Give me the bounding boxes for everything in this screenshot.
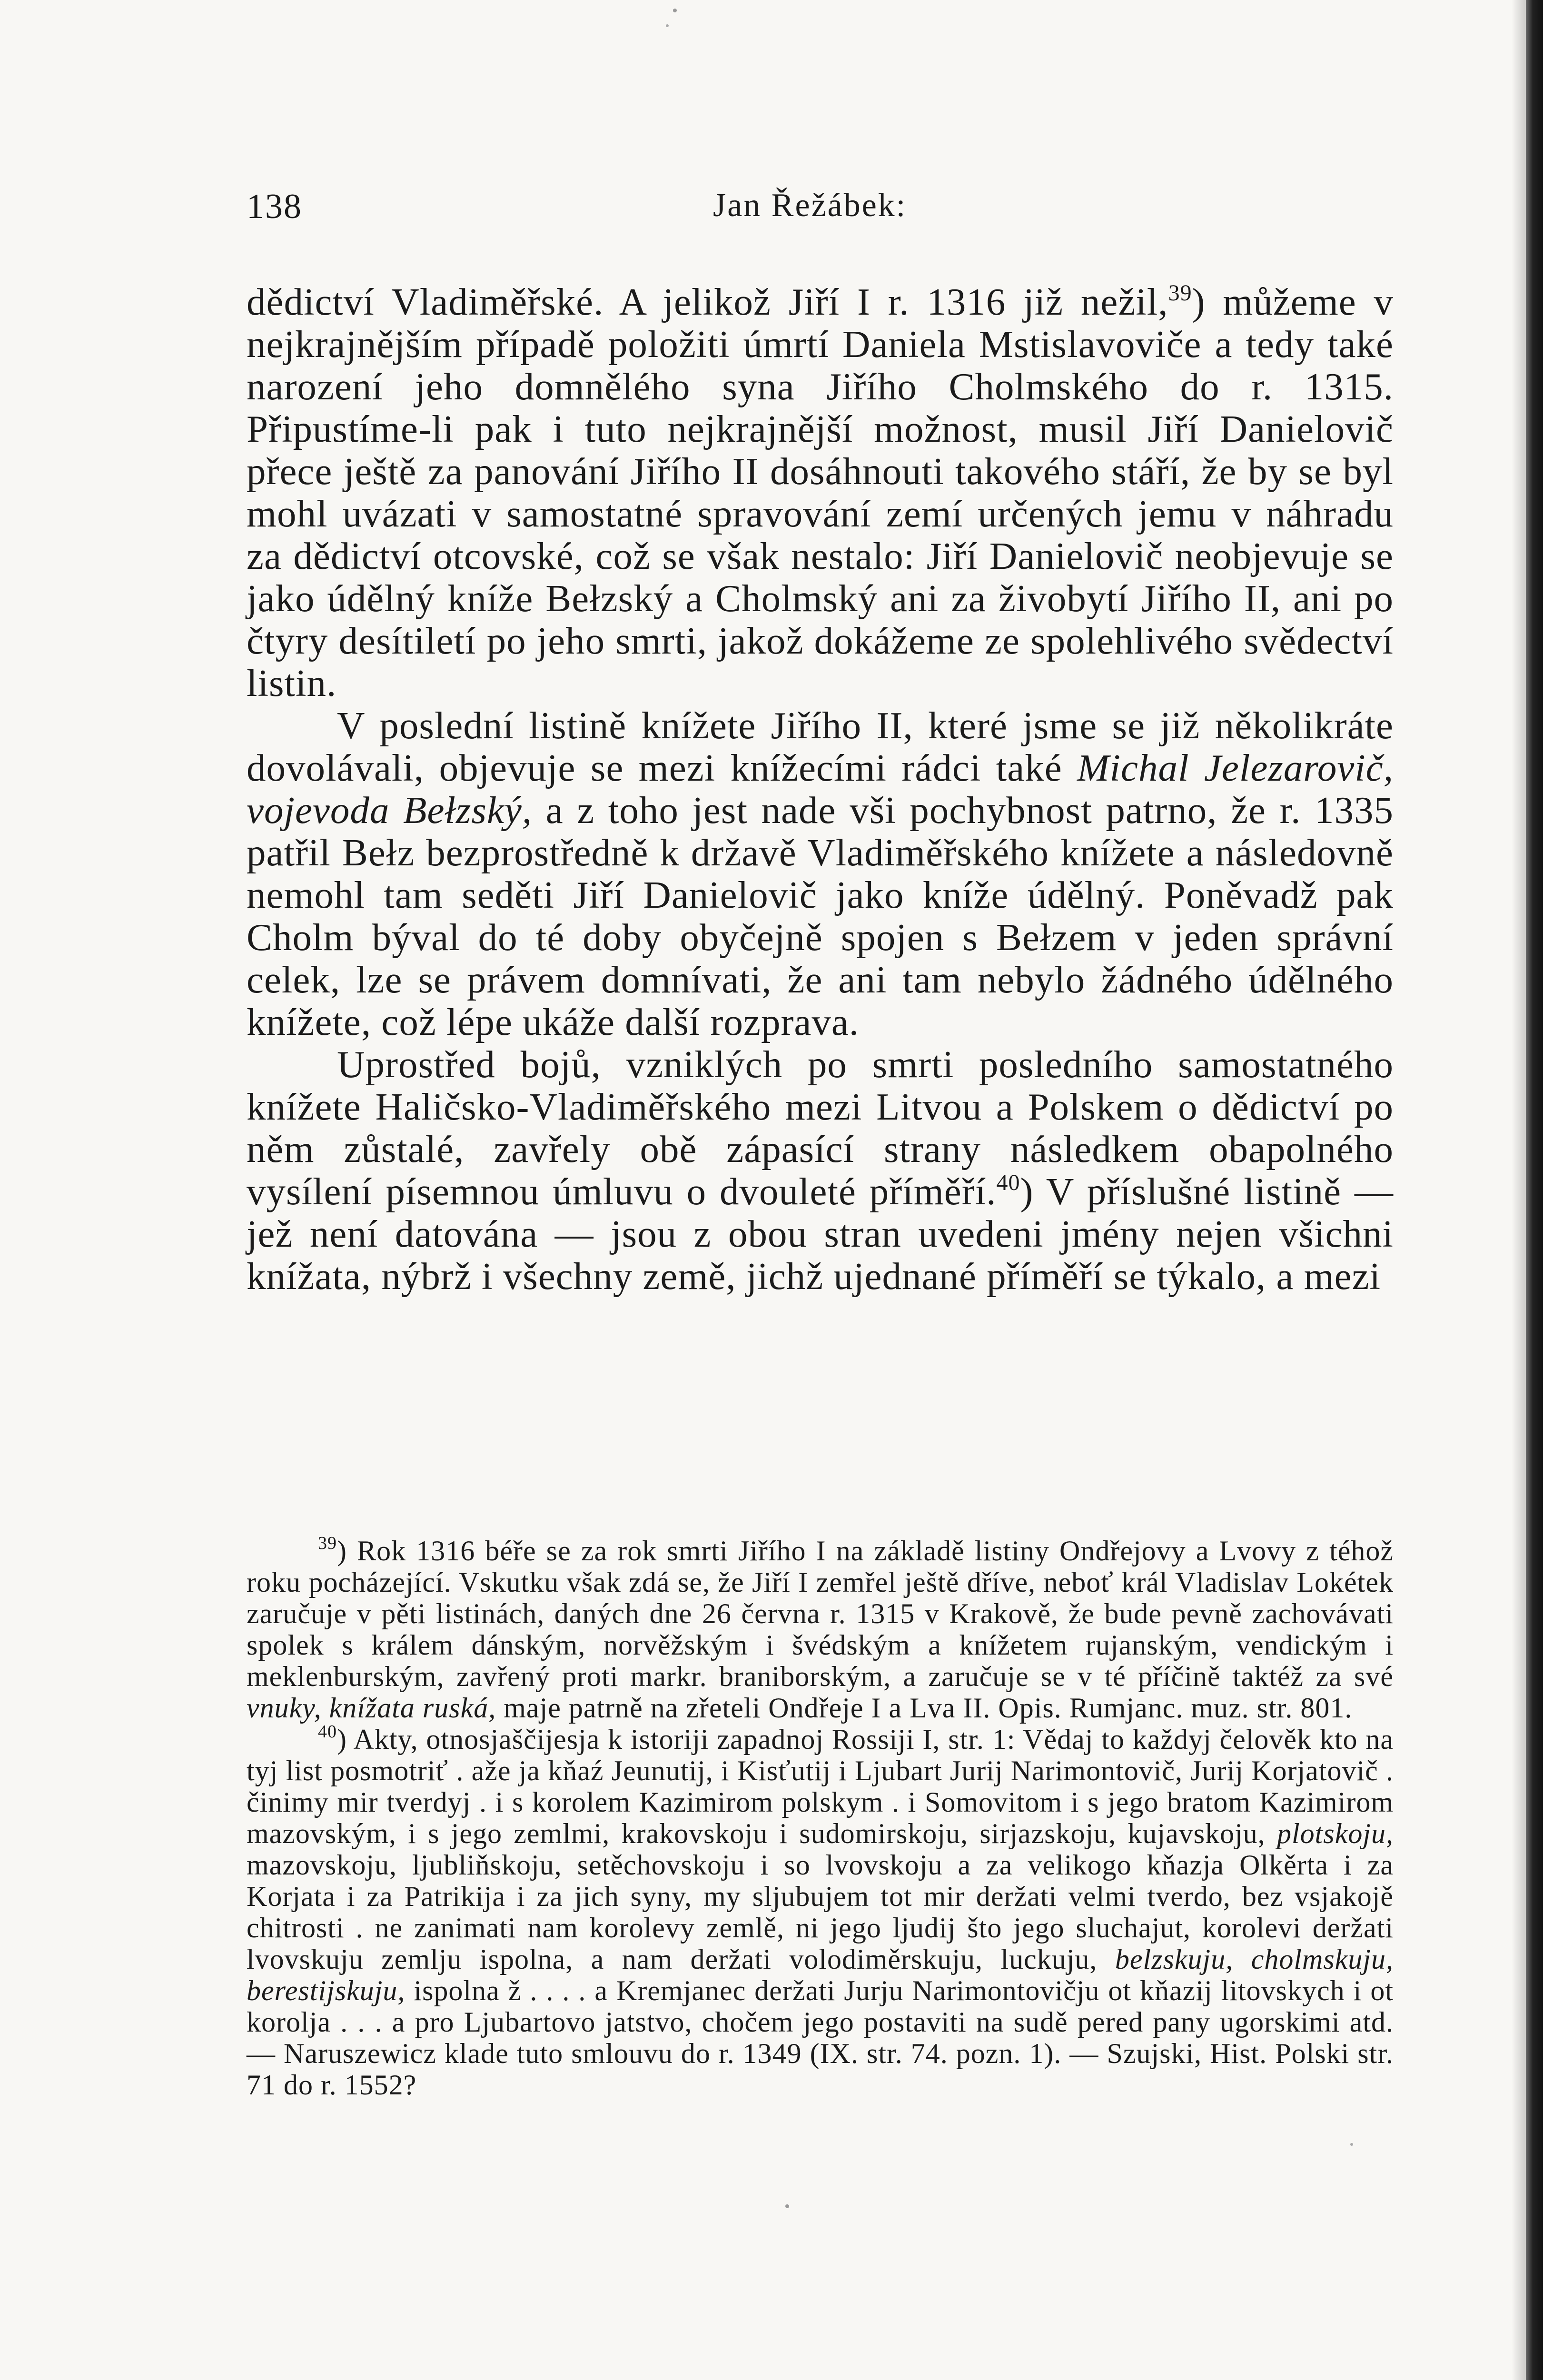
- paragraph-2: [247, 704, 1394, 1043]
- footnote-40-marker: 40: [318, 1722, 337, 1742]
- footnote-39: [247, 1535, 1394, 1724]
- paragraph-2-start: V poslední listině knížete Jiřího II, které jsme se již několikráte dovolávali, objevuje se mezi knížecími rádci také: [247, 704, 1394, 789]
- footnote-ref-39: 39: [1168, 280, 1192, 306]
- speck: [666, 24, 669, 27]
- footnote-ref-40: 40: [996, 1170, 1020, 1195]
- main-text: [247, 281, 1394, 1298]
- page-header: [247, 187, 1394, 234]
- footnote-40-text: ) Akty, otnosjaščijesja k istoriji zapadnoj Rossiji I, str. 1: Vědaj to každyj čelověk kto na tyj list posmotriť . aže ja kňaź Jeunutij, i Kisťutij i Ljubart Jurij Narimontovič, Jurij Korjatovič . činimy mir tverdyj . i s korolem Kazimirom polskym . i Somovitom i s jego bratom Kazimirom mazovským, i s jego zemlmi, krakovskoju i sudomirskoju, sirjazskoju, kujavskoju,: [247, 1724, 1394, 1849]
- paragraph-3: [247, 1043, 1394, 1298]
- paragraph-3-start: Uprostřed bojů, vzniklých po smrti posledního samostatného knížete Haličsko-Vladiměřského mezi Litvou a Polskem o dědictví po něm zůstalé, zavřely obě zápasící strany následkem obapolného vysílení písemnou úmluvu o dvouleté příměří.: [247, 1043, 1394, 1213]
- footnote-40-middle: mazovskoju, ljubliňskoju, setěchovskoju i so lvovskoju a za velikogo kňazja Olkěrta i za Korjata i za Patrikija i za jich syny, my sljubujem tot mir deržati velmi tverdo, bez vsjakojě chitrosti . ne zanimati nam korolevy zemlě, ni jego ljudij što jego sluchajut, korolevi deržati lvovskuju zemlju ispolna, a nam deržati volodiměrskuju, luckuju,: [247, 1849, 1394, 1975]
- paragraph-1-rest: ) můžeme v nejkrajnějším případě položiti úmrtí Daniela Mstislavoviče a tedy také narození jeho domnělého syna Jiřího Cholmského do r. 1315. Připustíme-li pak i tuto nejkrajnější možnost, musil Jiří Danielovič přece ještě za panování Jiřího II dosáhnouti takového stáří, že by se byl mohl uvázati v samostatné spravování zemí určených jemu v náhradu za dědictví otcovské, což se však nestalo: Jiří Danielovič neobjevuje se jako údělný kníže Bełzský a Cholmský ani za živobytí Jiřího II, ani po čtyry desítiletí po jeho smrti, jakož dokážeme ze spolehlivého svědectví listin.: [247, 280, 1394, 704]
- paragraph-2-end: a z toho jest nade vši pochybnost patrno, že r. 1335 patřil Bełz bezprostředně k državě Vladiměřského knížete a následovně nemohl tam seděti Jiří Danielovič jako kníže údělný. Poněvadž pak Cholm býval do té doby obyčejně spojen s Bełzem v jeden správní celek, lze se právem domnívati, že ani tam nebylo žádného údělného knížete, což lépe ukáže další rozprava.: [247, 789, 1394, 1043]
- footnote-39-marker: 39: [318, 1533, 337, 1553]
- footnote-40: [247, 1724, 1394, 2101]
- footnote-39-italic: vnuky, knížata ruská,: [247, 1692, 496, 1724]
- speck: [785, 2204, 789, 2208]
- paragraph-1-text: dědictví Vladiměřské. A jelikož Jiří I r. 1316 již nežil,: [247, 280, 1168, 323]
- running-head: Jan Řežábek:: [713, 187, 907, 224]
- speck: [1350, 2143, 1353, 2146]
- paragraph-3-end: ) V příslušné listině — jež není datována — jsou z obou stran uvedeni jmény nejen všichni knížata, nýbrž i všechny země, jichž ujednané příměří se týkalo, a mezi: [247, 1170, 1394, 1298]
- speck: [673, 9, 677, 12]
- book-spine: [1526, 0, 1543, 2380]
- footnotes: [247, 1535, 1394, 2101]
- page-number: 138: [247, 187, 302, 226]
- footnote-39-end: maje patrně na zřeteli Ondřeje I a Lva II. Opis. Rumjanc. muz. str. 801.: [496, 1692, 1353, 1724]
- paragraph-1: [247, 281, 1394, 704]
- footnote-40-italic-1: plotskoju,: [1277, 1818, 1394, 1849]
- footnote-39-text: ) Rok 1316 béře se za rok smrti Jiřího I na základě listiny Ondřejovy a Lvovy z téhož roku pocházející. Vskutku však zdá se, že Jiří I zemřel ještě dříve, neboť král Vladislav Lokétek zaručuje v pěti listinách, daných dne 26 června r. 1315 v Krakově, že bude pevně zachovávati spolek s králem dánským, norvěžským i švédským a knížetem rujanským, vendickým i meklenburským, zavřený proti markr. braniborským, a zaručuje se v té příčině taktéž za své: [247, 1535, 1394, 1692]
- footnote-40-italic-2: belzskuju, cholmskuju, berestijskuju,: [247, 1944, 1394, 2006]
- binding-shadow: [1512, 0, 1526, 2380]
- paragraph-2-italic: Michal Jelezarovič, vojevoda Bełzský,: [247, 746, 1394, 832]
- footnote-40-end: ispolna ž . . . . a Kremjanec deržati Jurju Narimontovičju ot kňazij litovskych i ot korolja . . . a pro Ljubartovo jatstvo, chočem jego postaviti na sudě pered pany ugorskimi atd. — Naruszewicz klade tuto smlouvu do r. 1349 (IX. str. 74. pozn. 1). — Szujski, Hist. Polski str. 71 do r. 1552?: [247, 1975, 1394, 2101]
